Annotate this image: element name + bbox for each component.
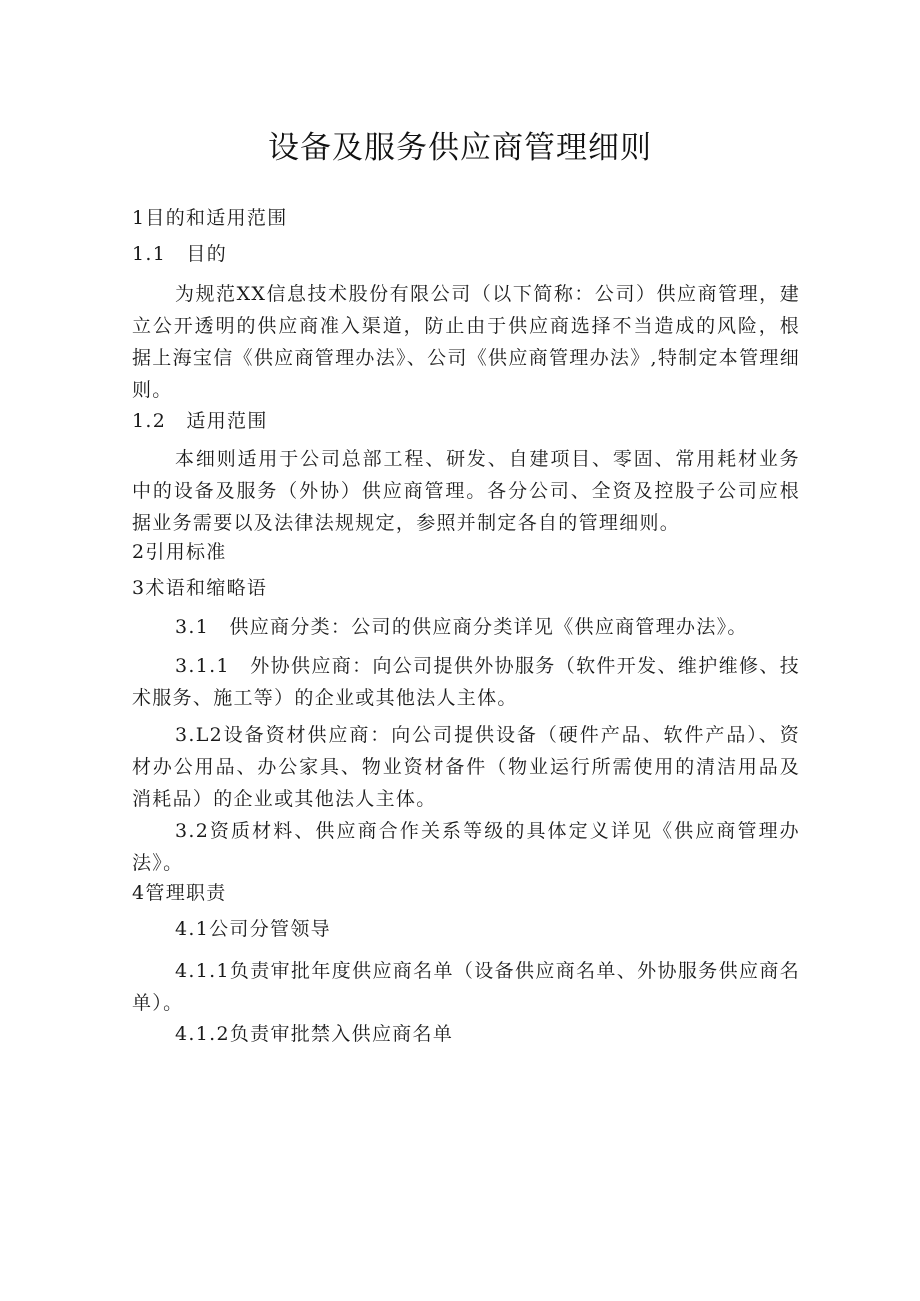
section-1-2-heading: 1.2 适用范围	[132, 410, 268, 432]
section-4-1-line: 4.1公司分管领导	[175, 918, 331, 940]
paragraph-3-2: 3.2资质材料、供应商合作关系等级的具体定义详见《供应商管理办法》。	[132, 820, 800, 874]
section-4-heading: 4管理职责	[132, 882, 227, 904]
section-3-1-line: 3.1 供应商分类：公司的供应商分类详见《供应商管理办法》。	[175, 616, 748, 638]
paragraph-purpose: 为规范XX信息技术股份有限公司（以下简称：公司）供应商管理，建立公开透明的供应商准入渠道，防止由于供应商选择不当造成的风险，根据上海宝信《供应商管理办法》、公司《供应商管理办法》,特制定本管理细则。	[132, 283, 800, 401]
section-2-heading: 2引用标准	[132, 541, 227, 563]
paragraph-3-1-2: 3.L2设备资材供应商：向公司提供设备（硬件产品、软件产品）、资材办公用品、办公家具、物业资材备件（物业运行所需使用的清洁用品及消耗品）的企业或其他法人主体。	[132, 724, 800, 810]
document-title: 设备及服务供应商管理细则	[268, 130, 652, 166]
section-3-heading: 3术语和缩略语	[132, 577, 268, 599]
section-4-1-2-line: 4.1.2负责审批禁入供应商名单	[175, 1023, 454, 1045]
paragraph-3-1-1: 3.1.1 外协供应商：向公司提供外协服务（软件开发、维护维修、技术服务、施工等）的企业或其他法人主体。	[132, 655, 800, 709]
section-1-1-heading: 1.1 目的	[132, 243, 228, 265]
paragraph-scope: 本细则适用于公司总部工程、研发、自建项目、零固、常用耗材业务中的设备及服务（外协）供应商管理。各分公司、全资及控股子公司应根据业务需要以及法律法规规定，参照并制定各自的管理细则。	[132, 448, 800, 534]
paragraph-4-1-1: 4.1.1负责审批年度供应商名单（设备供应商名单、外协服务供应商名单）。	[132, 960, 800, 1014]
section-1-heading: 1目的和适用范围	[132, 207, 288, 229]
